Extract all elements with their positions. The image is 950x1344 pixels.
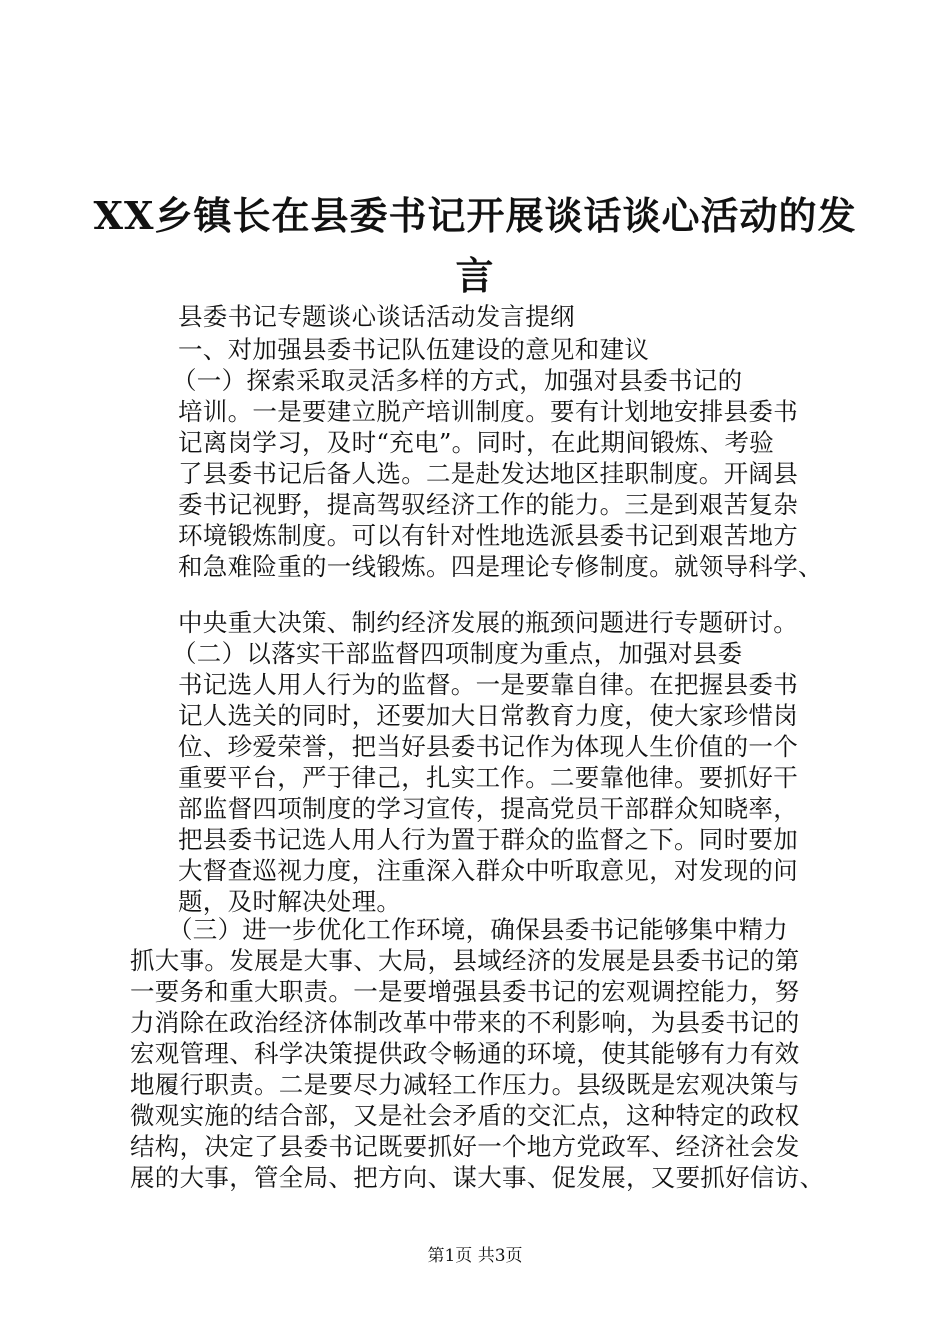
body-line: 了县委书记后备人选。二是赴发达地区挂职制度。开阔县 [178,459,798,488]
body-line: 环境锻炼制度。可以有针对性地选派县委书记到艰苦地方 [178,521,798,550]
body-line: 展的大事，管全局、把方向、谋大事、促发展，又要抓好信访、 [130,1163,825,1192]
body-line: 宏观管理、科学决策提供政令畅通的环境，使其能够有力有效 [130,1039,800,1068]
body-line: 一要务和重大职责。一是要增强县委书记的宏观调控能力，努 [130,977,800,1006]
body-line: 记人选关的同时，还要加大日常教育力度，使大家珍惜岗 [178,701,798,730]
body-line: 位、珍爱荣誉，把当好县委书记作为体现人生价值的一个 [178,732,798,761]
body-line: 委书记视野，提高驾驭经济工作的能力。三是到艰苦复杂 [178,490,798,519]
body-line: （一）探索采取灵活多样的方式，加强对县委书记的 [172,366,743,395]
body-line: （二）以落实干部监督四项制度为重点，加强对县委 [172,639,743,668]
body-line: 中央重大决策、制约经济发展的瓶颈问题进行专题研讨。 [178,608,798,637]
body-line: 结构，决定了县委书记既要抓好一个地方党政军、经济社会发 [130,1132,800,1161]
body-line: 题，及时解决处理。 [178,887,402,916]
body-line: 部监督四项制度的学习宣传，提高党员干部群众知晓率， [178,794,798,823]
body-line: 力消除在政治经济体制改革中带来的不利影响，为县委书记的 [130,1008,800,1037]
body-line: 把县委书记选人用人行为置于群众的监督之下。同时要加 [178,825,798,854]
body-line: 大督查巡视力度，注重深入群众中听取意见，对发现的问 [178,856,798,885]
body-line: 微观实施的结合部，又是社会矛盾的交汇点，这种特定的政权 [130,1101,800,1130]
page-footer: 第1页 共3页 [427,1246,523,1266]
body-line: 重要平台，严于律己，扎实工作。二要靠他律。要抓好干 [178,763,798,792]
body-line: 培训。一是要建立脱产培训制度。要有计划地安排县委书 [178,397,798,426]
body-line: 抓大事。发展是大事、大局，县域经济的发展是县委书记的第 [130,946,800,975]
body-line: 记离岗学习，及时“充电”。同时，在此期间锻炼、考验 [178,428,775,457]
body-line: 书记选人用人行为的监督。一是要靠自律。在把握县委书 [178,670,798,699]
document-title-line-1: XX乡镇长在县委书记开展谈话谈心活动的发 [93,193,857,238]
body-line: 地履行职责。二是要尽力减轻工作压力。县级既是宏观决策与 [130,1070,800,1099]
body-line: 县委书记专题谈心谈话活动发言提纲 [178,302,575,331]
body-line: （三）进一步优化工作环境，确保县委书记能够集中精力 [168,915,788,944]
document-title-line-2: 言 [455,253,495,298]
body-line: 和急难险重的一线锻炼。四是理论专修制度。就领导科学、 [178,552,823,581]
body-line: 一、对加强县委书记队伍建设的意见和建议 [178,335,650,364]
